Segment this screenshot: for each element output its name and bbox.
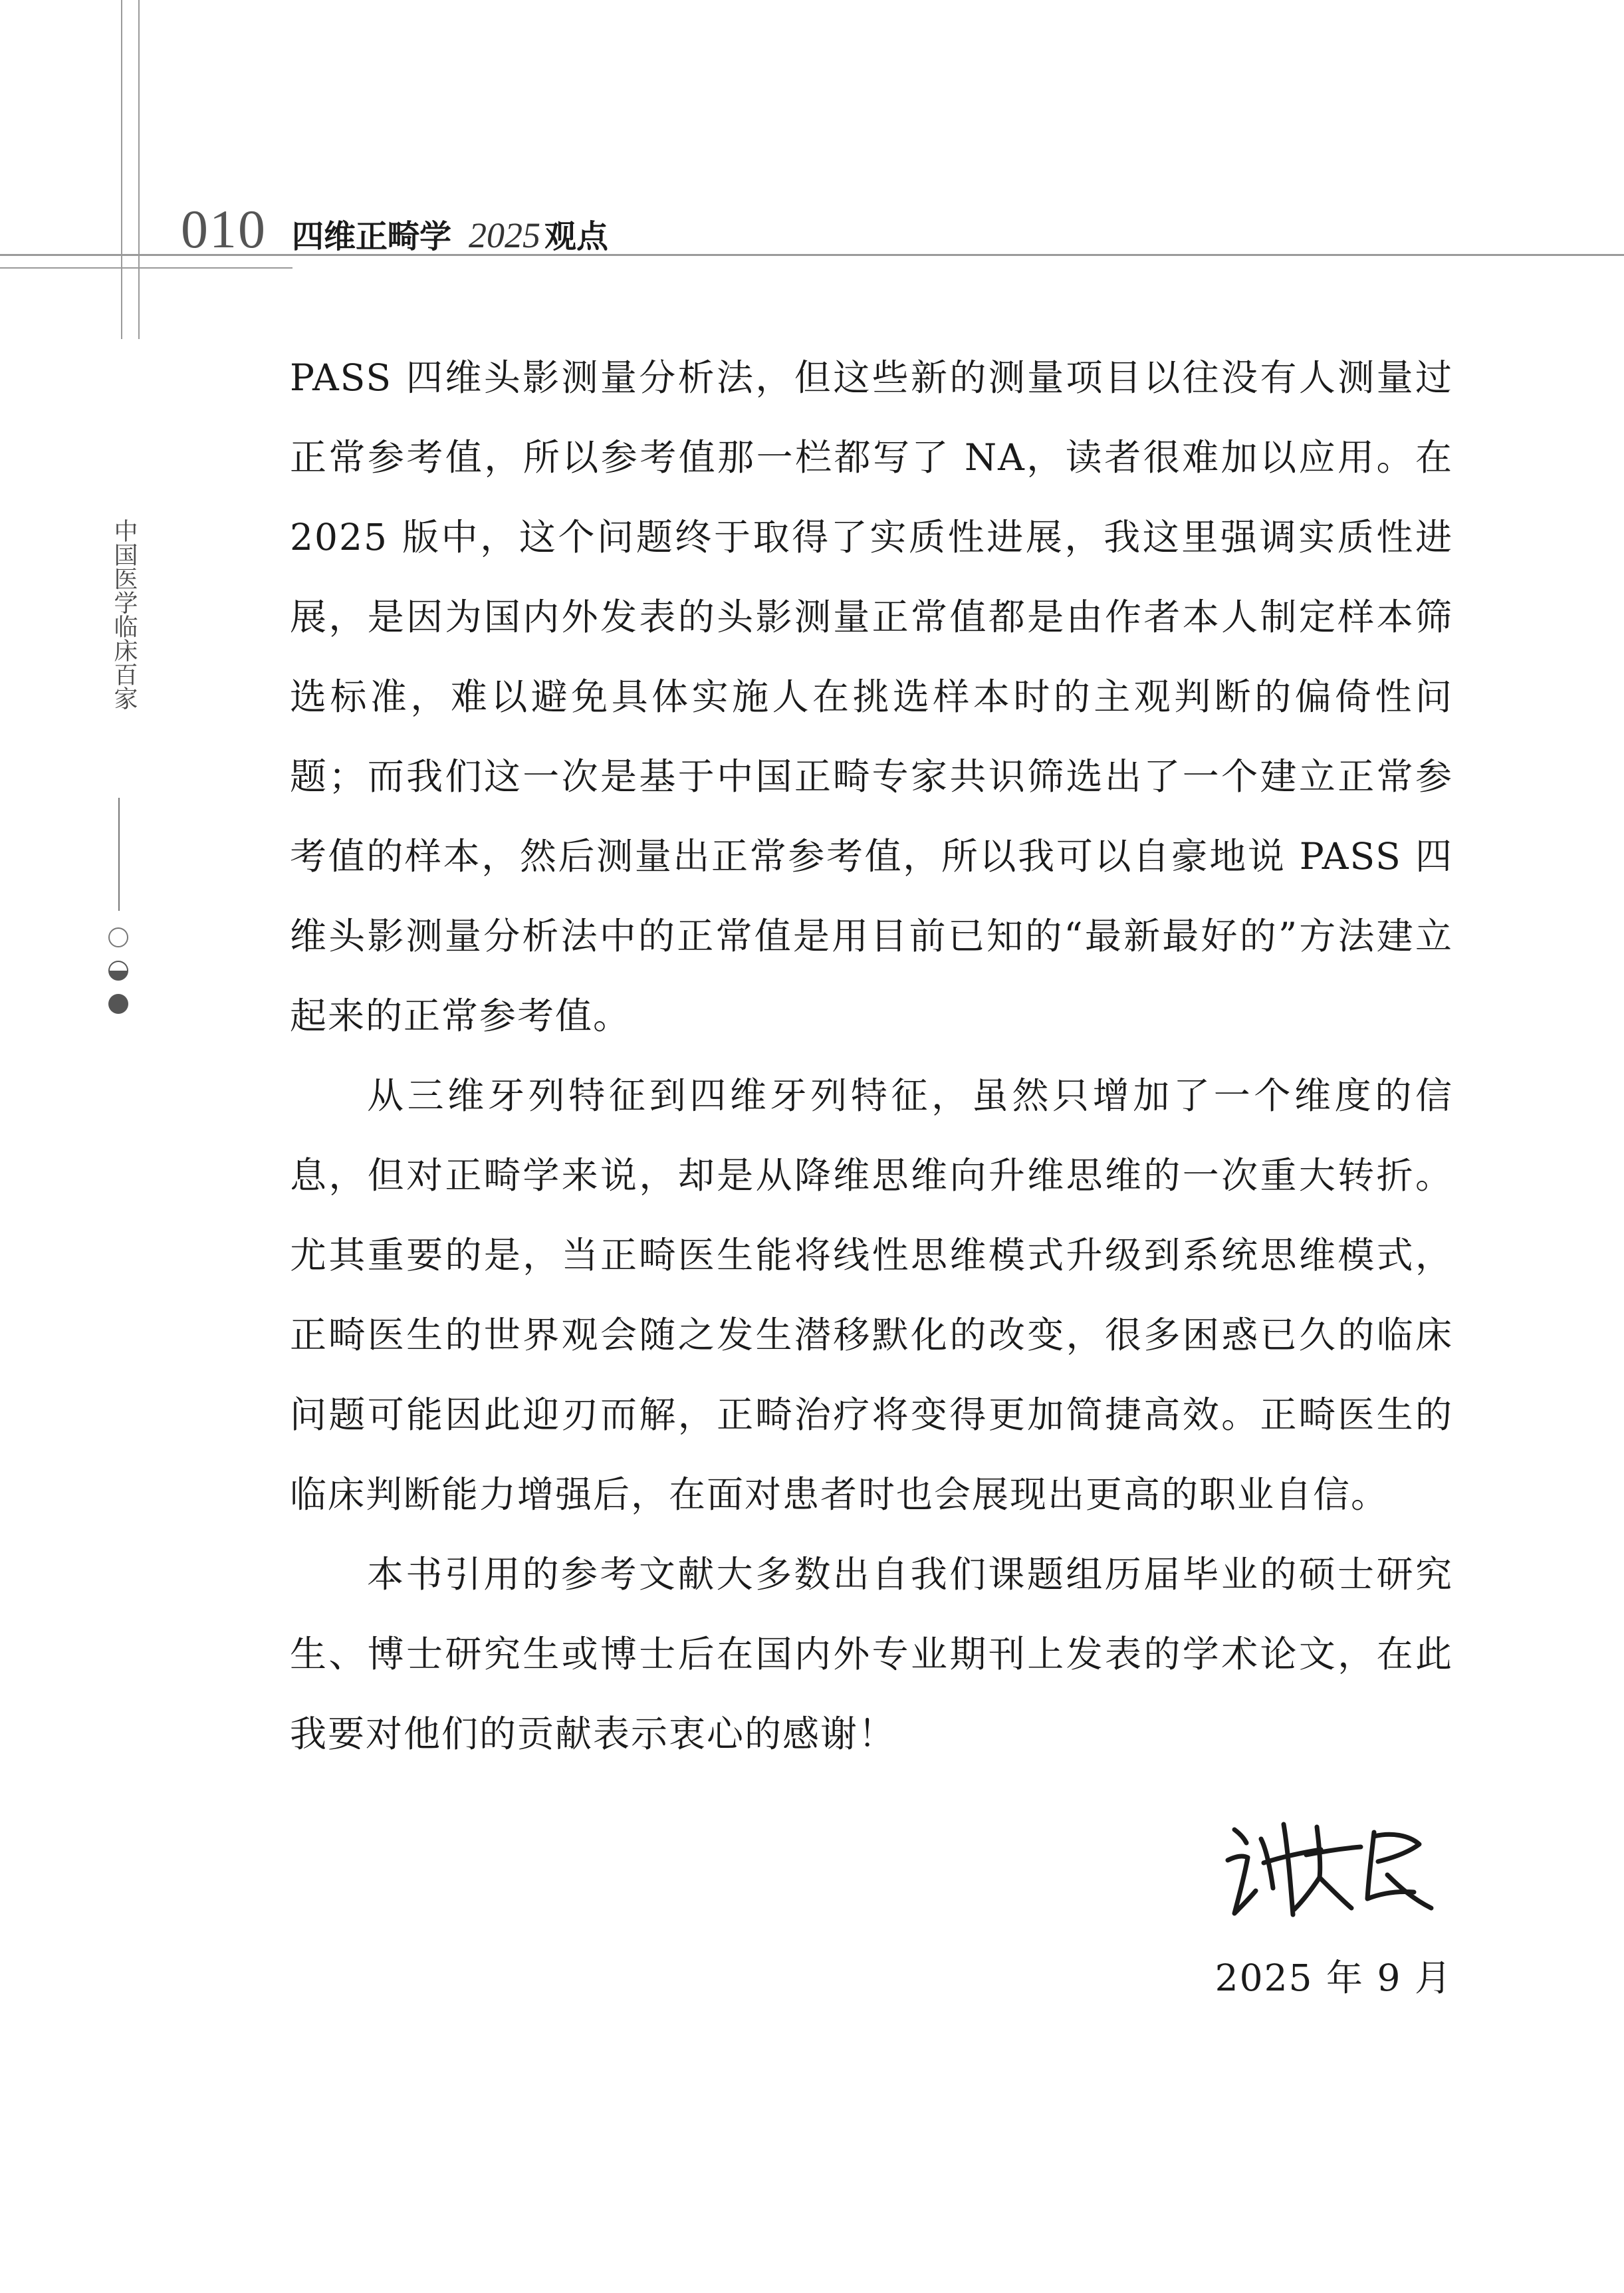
margin-rule-right: [138, 0, 140, 339]
page-number: 010: [181, 199, 267, 259]
circle-outline-icon: [108, 927, 128, 947]
book-title: 四维正畸学: [292, 218, 452, 255]
circle-half-icon: [108, 961, 128, 981]
book-year: 2025: [469, 215, 541, 255]
margin-rule-left: [121, 0, 122, 339]
side-rule: [118, 798, 120, 911]
paragraph-2: 从三维牙列特征到四维牙列特征，虽然只增加了一个维度的信息，但对正畸学来说，却是从降维思维向升维思维的一次重大转折。尤其重要的是，当正畸医生能将线性思维模式升级到系统思维模式，正畸医生的世界观会随之发生潜移默化的改变，很多困惑已久的临床问题可能因此迎刃而解，正畸治疗将变得更加简捷高效。正畸医生的临床判断能力增强后，在面对患者时也会展现出更高的职业自信。: [290, 1074, 1453, 1516]
handwritten-signature: [1220, 1808, 1446, 1928]
paragraph-3: 本书引用的参考文献大多数出自我们课题组历届毕业的硕士研究生、博士研究生或博士后在国内外专业期刊上发表的学术论文，在此我要对他们的贡献表示衷心的感谢！: [290, 1553, 1453, 1755]
body-text: [290, 338, 1453, 1774]
paragraph-1: PASS 四维头影测量分析法，但这些新的测量项目以往没有人测量过正常参考值，所以参考值那一栏都写了 NA，读者很难加以应用。在 2025 版中，这个问题终于取得了实质性进展，我这里强调实质性进展，是因为国内外发表的头影测量正常值都是由作者本人制定样本筛选标准，难以避免具体实施人在挑选样本时的主观判断的偏倚性问题；而我们这一次是基于中国正畸专家共识筛选出了一个建立正常参考值的样本，然后测量出正常参考值，所以我可以自豪地说 PASS 四维头影测量分析法中的正常值是用目前已知的“最新最好的”方法建立起来的正常参考值。: [290, 356, 1453, 1037]
header-rule-short: [0, 267, 292, 269]
series-label: 中国医学临床百家: [110, 519, 138, 710]
date: 2025 年 9 月: [1215, 1957, 1452, 1999]
running-header: [181, 198, 608, 258]
book-title-suffix: 观点: [544, 218, 609, 255]
circle-filled-icon: [108, 994, 128, 1014]
